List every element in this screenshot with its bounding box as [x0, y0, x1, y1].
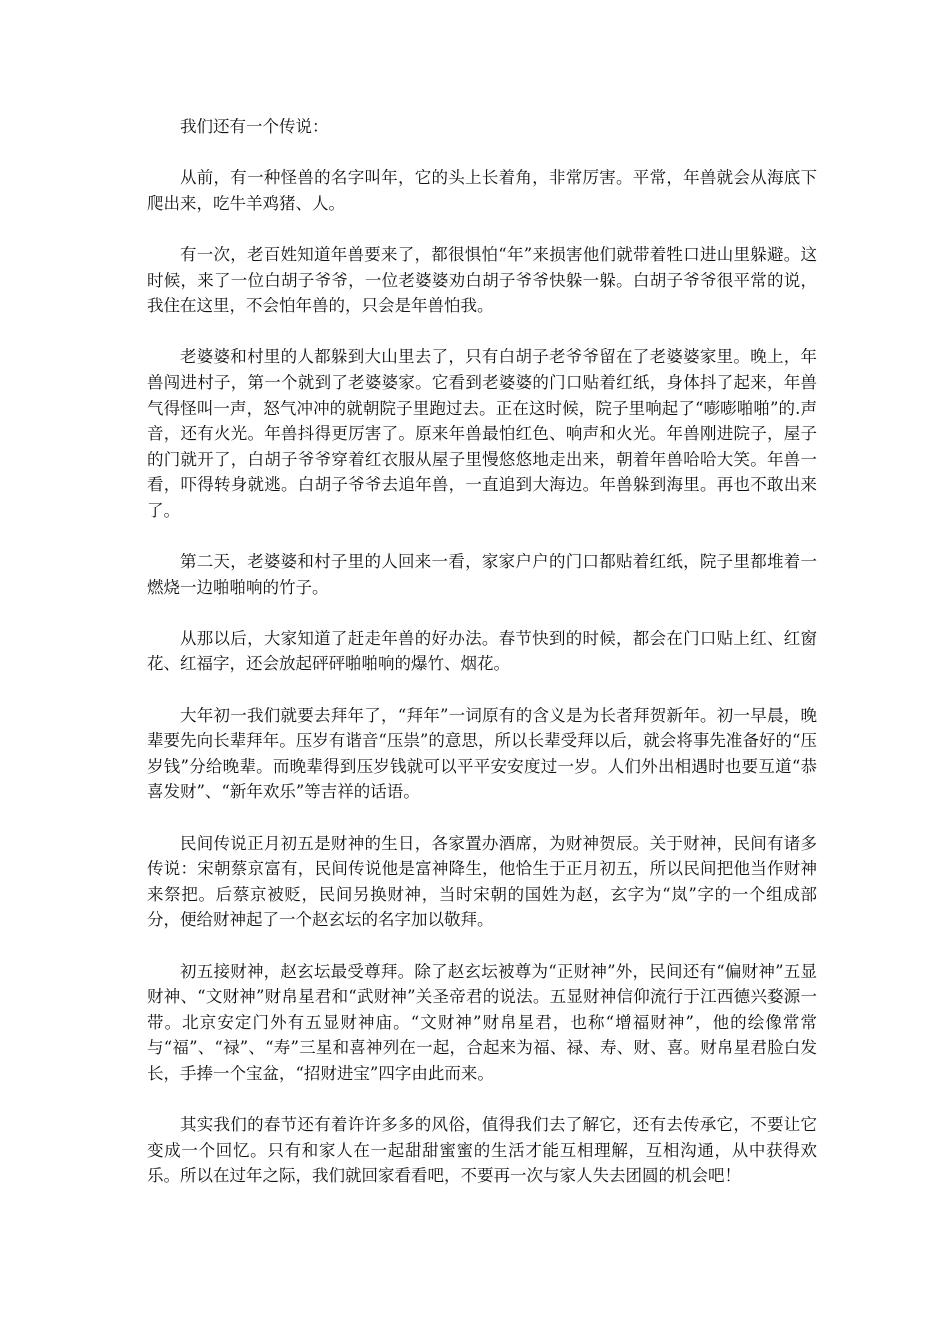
paragraph-old-man-arrives: 有一次，老百姓知道年兽要来了，都很惧怕“年”来损害他们就带着牲口进山里躲避。这时候，来了一位白胡子爷爷，一位老婆婆劝白胡子爷爷快躲一躲。白胡子爷爷很平常的说，我住在这里，不会怕年兽的，只会是年兽怕我。	[147, 244, 817, 316]
paragraph-customs-origin: 从那以后，大家知道了赶走年兽的好办法。春节快到的时候，都会在门口贴上红、红窗花、红福字，还会放起砰砰啪啪响的爆竹、烟花。	[147, 628, 817, 674]
paragraph-new-year-visits: 大年初一我们就要去拜年了，“拜年”一词原有的含义是为长者拜贺新年。初一早晨，晚辈要先向长辈拜年。压岁有谐音“压祟”的意思，所以长辈受拜以后，就会将事先准备好的“压岁钱”分给晚辈。而晚辈得到压岁钱就可以平平安安度过一岁。人们外出相遇时也要互道“恭喜发财”、“新年欢乐”等吉祥的话语。	[147, 705, 817, 802]
paragraph-nian-beast: 从前，有一种怪兽的名字叫年，它的头上长着角，非常厉害。平常，年兽就会从海底下爬出来，吃牛羊鸡猪、人。	[147, 168, 817, 213]
document-body	[147, 114, 817, 1215]
paragraph-wealth-gods: 初五接财神，赵玄坛最受尊拜。除了赵玄坛被尊为“正财神”外，民间还有“偏财神”五显财神、“文财神”财帛星君和“武财神”关圣帝君的说法。五显财神信仰流行于江西德兴婺源一带。北京安定门外有五显财神庙。“文财神”财帛星君，也称“增福财神”，他的绘像常常与“福”、“禄”、“寿”三星和喜神列在一起，合起来为福、禄、寿、财、喜。财帛星君脸白发长，手捧一个宝盆，“招财进宝”四字由此而来。	[147, 961, 817, 1083]
paragraph-next-day: 第二天，老婆婆和村子里的人回来一看，家家户户的门口都贴着红纸，院子里都堆着一燃烧一边啪啪响的竹子。	[147, 552, 817, 597]
paragraph-beast-flees: 老婆婆和村里的人都躲到大山里去了，只有白胡子老爷爷留在了老婆婆家里。晚上，年兽闯进村子，第一个就到了老婆婆家。它看到老婆婆的门口贴着红纸，身体抖了起来，年兽气得怪叫一声，怒气冲冲的就朝院子里跑过去。正在这时候，院子里响起了“嘭嘭啪啪”的.声音，还有火光。年兽抖得更厉害了。原来年兽最怕红色、响声和火光。年兽刚进院子，屋子的门就开了，白胡子爷爷穿着红衣服从屋子里慢悠悠地走出来，朝着年兽哈哈大笑。年兽一看，吓得转身就逃。白胡子爷爷去追年兽，一直追到大海边。年兽躲到海里。再也不敢出来了。	[147, 347, 817, 520]
paragraph-intro: 我们还有一个传说：	[180, 117, 329, 136]
paragraph-god-of-wealth-birthday: 民间传说正月初五是财神的生日，各家置办酒席，为财神贺辰。关于财神，民间有诸多传说：宋朝蔡京富有，民间传说他是富神降生，他恰生于正月初五，所以民间把他当作财神来祭把。后蔡京被贬，民间另换财神，当时宋朝的国姓为赵，玄字为“岚”字的一个组成部分，便给财神起了一个赵玄坛的名字加以敬拜。	[147, 833, 817, 930]
paragraph-conclusion: 其实我们的春节还有着许许多多的风俗，值得我们去了解它，还有去传承它，不要让它变成一个回忆。只有和家人在一起甜甜蜜蜜的生活才能互相理解，互相沟通，从中获得欢乐。所以在过年之际，我们就回家看看吧，不要再一次与家人失去团圆的机会吧！	[147, 1115, 817, 1186]
